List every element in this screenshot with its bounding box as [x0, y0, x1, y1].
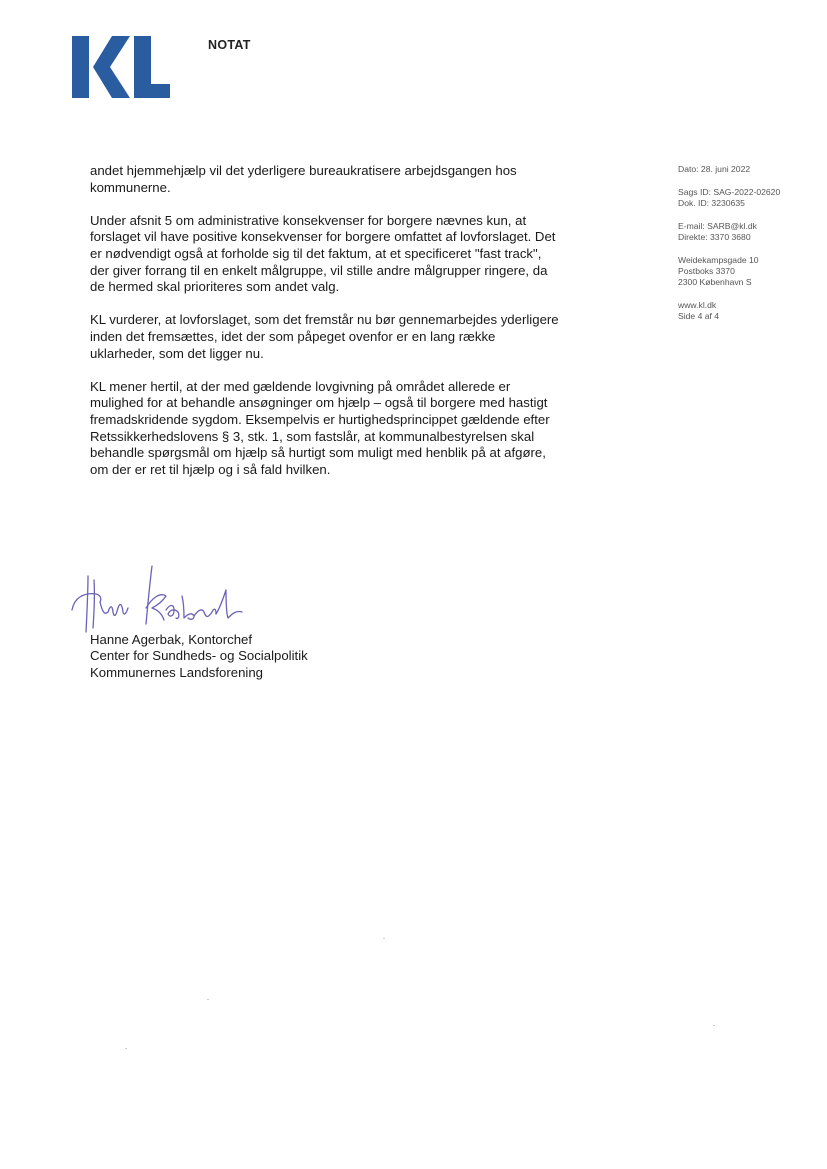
logo-k-lower-arm [93, 67, 130, 98]
paragraph-3: KL vurderer, at lovforslaget, som det fremstår nu bør gennemarbejdes yderligere inden det fremsættes, idet der som påpeget ovenfor er en lang række uklarheder, som det ligger nu. [90, 312, 559, 361]
signoff-block [90, 632, 308, 681]
signature-stroke-2 [86, 576, 88, 632]
signature-stroke-9 [194, 609, 216, 616]
date-field: Dato: 28. juni 2022 [678, 164, 751, 174]
address-city: 2300 København S [678, 276, 752, 287]
email-field: E-mail: SARB@kl.dk [678, 220, 757, 231]
paragraph-1: andet hjemmehjælp vil det yderligere bureaukratisere arbejdsgangen hos kommunerne. [90, 163, 517, 195]
web-group [678, 300, 818, 322]
dok-id-field: Dok. ID: 3230635 [678, 197, 745, 208]
signatory-department: Center for Sundheds- og Socialpolitik [90, 648, 308, 664]
signature-stroke-8 [182, 596, 194, 619]
page-number: Side 4 af 4 [678, 310, 720, 321]
scan-speck [713, 1025, 715, 1026]
address-postbox: Postboks 3370 [678, 265, 735, 276]
logo-l-stem [134, 36, 170, 98]
sags-id-field: Sags ID: SAG-2022-02620 [678, 186, 781, 197]
signature-stroke-1 [72, 594, 101, 610]
kl-logo [72, 36, 172, 98]
signature-stroke-4 [100, 602, 128, 615]
phone-field: Direkte: 3370 3680 [678, 231, 751, 242]
document-metadata-sidebar [678, 164, 818, 334]
document-type-label: NOTAT [208, 38, 251, 52]
scan-speck [125, 1048, 127, 1049]
signatory-organization: Kommunernes Landsforening [90, 664, 264, 680]
website-link[interactable]: www.kl.dk [678, 299, 717, 310]
id-group [678, 187, 818, 209]
paragraph-2: Under afsnit 5 om administrative konsekvenser for borgere nævnes kun, at forslaget vil have positive konsekvenser for borgere omfattet af lovforslaget. Det er nødvendigt også at forholde sig til det faktum, at et specificeret "fast track", der giver forrang til en enkelt målgruppe, vil stille andre målgrupper ringere, da de hermed skal prioriteres som andet valg. [90, 212, 556, 295]
signature-stroke-5 [146, 566, 152, 624]
address-group [678, 255, 818, 289]
contact-group [678, 221, 818, 243]
logo-k-stem [72, 36, 89, 98]
letter-body [90, 163, 560, 495]
signature-stroke-10 [216, 590, 242, 618]
date-group [678, 164, 818, 175]
logo-k-upper-arm [93, 36, 130, 67]
signature-stroke-3 [93, 580, 94, 628]
signatory-name-title: Hanne Agerbak, Kontorchef [90, 632, 253, 647]
address-street: Weidekampsgade 10 [678, 254, 759, 265]
paragraph-4: KL mener hertil, at der med gældende lovgivning på området allerede er mulighed for at behandle ansøgninger om hjælp – også til borgere med hastigt fremadskridende sygdom. Eksempelvis er hurtighedsprincippet gældende efter Retssikkerhedslovens § 3, stk. 1, som fastslår, at kommunalbestyrelsen skal behandle spørgsmål om hjælp så hurtigt som muligt med henblik på at afgøre, om der er ret til hjælp og i så fald hvilken. [90, 378, 550, 477]
signature-stroke-7 [166, 606, 179, 619]
scan-speck [383, 938, 385, 939]
scan-speck [207, 999, 209, 1000]
